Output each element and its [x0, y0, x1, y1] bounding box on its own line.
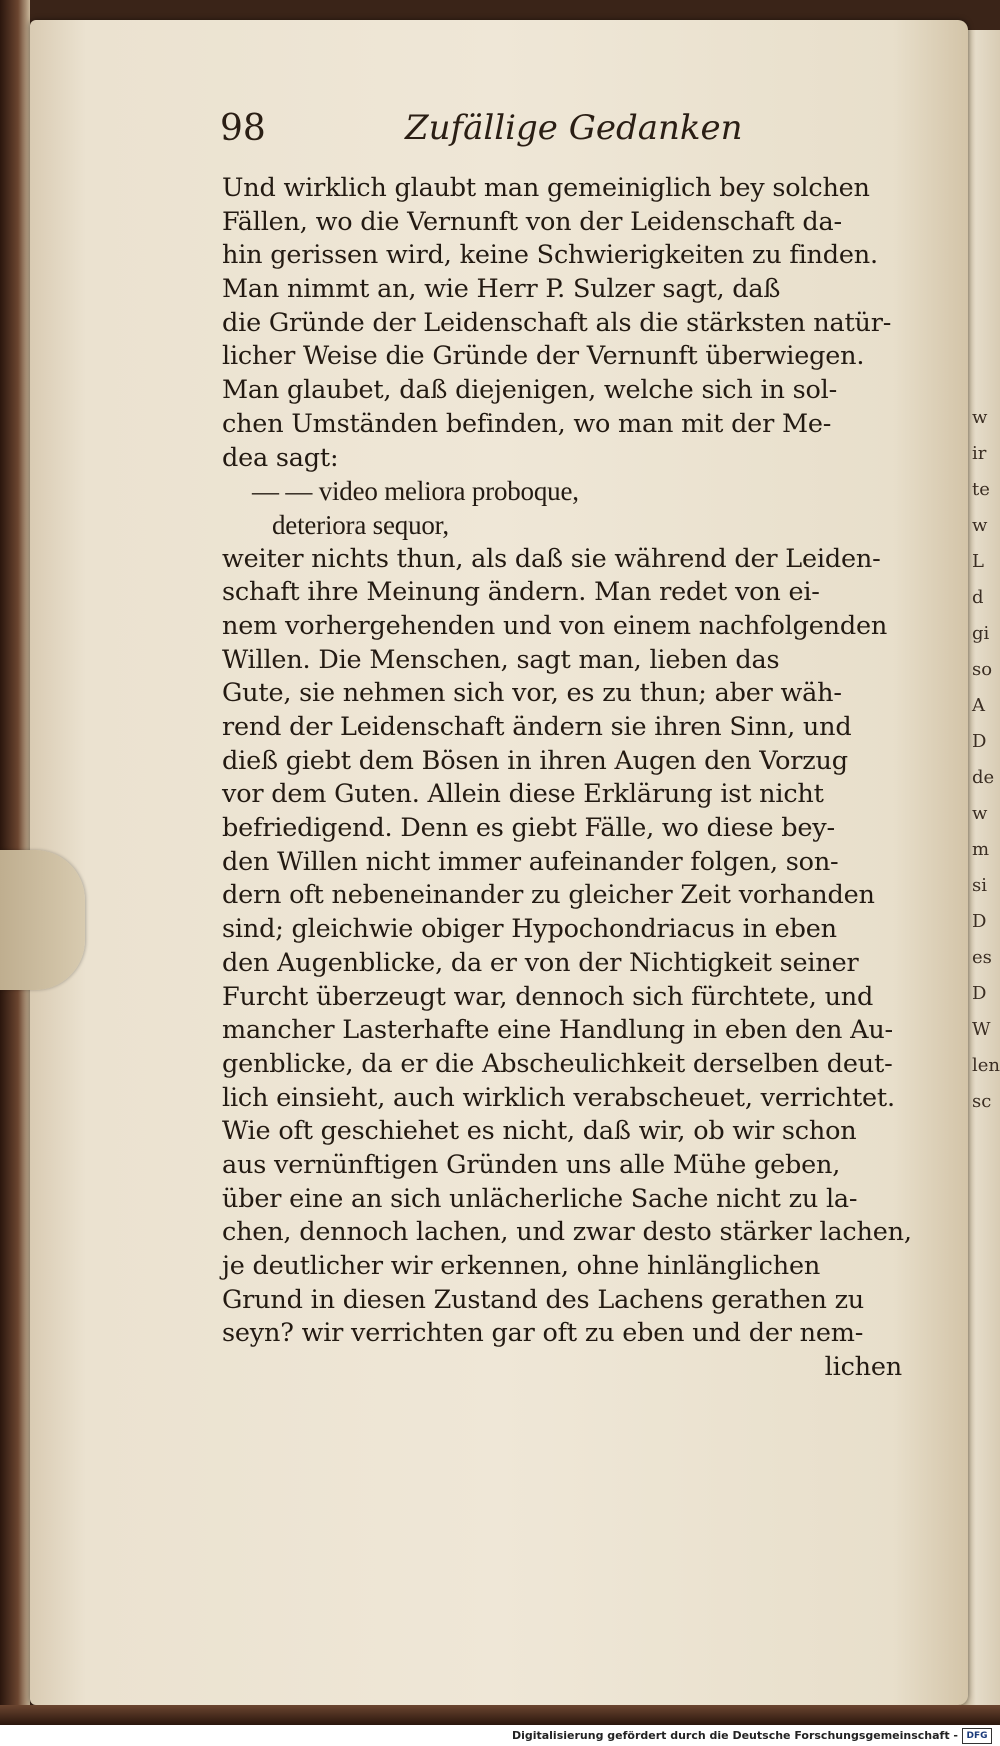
text-line: Willen. Die Menschen, sagt man, lieben das	[222, 644, 780, 675]
text-line: über eine an sich unlächerliche Sache nicht zu la-	[222, 1183, 858, 1214]
facing-page-letter: de	[972, 767, 995, 788]
dfg-logo: DFG	[962, 1728, 992, 1744]
facing-page-letter: gi	[972, 623, 990, 644]
running-title: Zufällige Gedanken	[405, 108, 743, 148]
text-line: genblicke, da er die Abscheulichkeit derselben deut-	[222, 1048, 893, 1079]
text-line: lichen	[824, 1352, 902, 1383]
text-line: Man glaubet, daß diejenigen, welche sich in sol-	[222, 375, 838, 406]
text-line: deteriora sequor,	[272, 509, 449, 540]
text-line: Man nimmt an, wie Herr P. Sulzer sagt, daß	[222, 274, 781, 305]
text-line: je deutlicher wir erkennen, ohne hinlänglichen	[222, 1251, 821, 1281]
facing-page-letter: D	[972, 911, 987, 932]
facing-page-letter: A	[972, 695, 985, 716]
facing-page-letter: m	[972, 839, 990, 860]
text-line: hin gerissen wird, keine Schwierigkeiten zu finden.	[222, 240, 878, 271]
facing-page-letter: len	[972, 1055, 1000, 1076]
text-line: — — video meliora proboque,	[252, 476, 579, 507]
text-line: den Augenblicke, da er von der Nichtigkeit seiner	[222, 947, 859, 978]
text-line: Furcht überzeugt war, dennoch sich fürchtete, und	[222, 981, 874, 1012]
facing-page-letter: sc	[972, 1091, 992, 1112]
facing-page-letter: D	[972, 731, 987, 752]
page-header	[220, 108, 760, 158]
facing-page-letter: W	[972, 1019, 991, 1040]
body-text	[222, 172, 912, 1385]
facing-page-letter: w	[972, 515, 988, 536]
text-line: Fällen, wo die Vernunft von der Leidenschaft da-	[222, 206, 842, 237]
text-line: chen, dennoch lachen, und zwar desto stärker lachen,	[222, 1217, 912, 1248]
text-line: dern oft nebeneinander zu gleicher Zeit vorhanden	[222, 880, 875, 911]
text-line: sind; gleichwie obiger Hypochondriacus in eben	[222, 914, 837, 945]
text-line: aus vernünftigen Gründen uns alle Mühe geben,	[222, 1149, 841, 1180]
text-line: weiter nichts thun, als daß sie während der Leiden-	[222, 543, 881, 574]
text-line: Wie oft geschiehet es nicht, daß wir, ob wir schon	[222, 1116, 857, 1147]
text-line: Und wirklich glaubt man gemeiniglich bey solchen	[222, 173, 870, 203]
text-line: mancher Lasterhafte eine Handlung in eben den Au-	[222, 1015, 893, 1046]
digitization-credit: Digitalisierung gefördert durch die Deutsche Forschungsgemeinschaft -	[511, 1729, 958, 1742]
facing-page-letter: te	[972, 479, 990, 500]
facing-page-letter: ir	[972, 443, 987, 464]
text-line: lich einsieht, auch wirklich verabscheuet, verrichtet.	[222, 1082, 895, 1113]
text-line: befriedigend. Denn es giebt Fälle, wo diese bey-	[222, 813, 835, 844]
text-line: dieß giebt dem Bösen in ihren Augen den Vorzug	[222, 745, 848, 776]
facing-page-letter: L	[972, 551, 984, 572]
book-bottom-edge	[0, 1705, 1000, 1725]
text-line: rend der Leidenschaft ändern sie ihren Sinn, und	[222, 712, 852, 742]
text-line: schaft ihre Meinung ändern. Man redet von ei-	[222, 577, 820, 608]
facing-page-letter: d	[972, 587, 984, 608]
text-line: dea sagt:	[222, 442, 339, 473]
facing-page-letter: D	[972, 983, 987, 1004]
text-line: chen Umständen befinden, wo man mit der Me-	[222, 408, 832, 439]
page-clasp	[0, 850, 85, 990]
facing-page-letter: w	[972, 803, 988, 824]
facing-page-letter: si	[972, 875, 987, 896]
text-line: Grund in diesen Zustand des Lachens gerathen zu	[222, 1284, 865, 1315]
facing-page-letter: es	[972, 947, 992, 968]
text-line: Gute, sie nehmen sich vor, es zu thun; aber wäh-	[222, 678, 842, 709]
text-line: nem vorhergehenden und von einem nachfolgenden	[222, 610, 888, 641]
text-line: die Gründe der Leidenschaft als die stärksten natür-	[222, 307, 892, 338]
text-line: licher Weise die Gründe der Vernunft überwiegen.	[222, 341, 865, 372]
facing-page-letter: w	[972, 407, 988, 428]
facing-page-letter: so	[972, 659, 993, 680]
text-line: den Willen nicht immer aufeinander folgen, son-	[222, 846, 839, 877]
page-number: 98	[220, 108, 266, 149]
text-line: seyn? wir verrichten gar oft zu eben und der nem-	[222, 1318, 864, 1349]
facing-page-fragment	[972, 400, 1000, 1120]
text-line: vor dem Guten. Allein diese Erklärung ist nicht	[222, 779, 824, 810]
